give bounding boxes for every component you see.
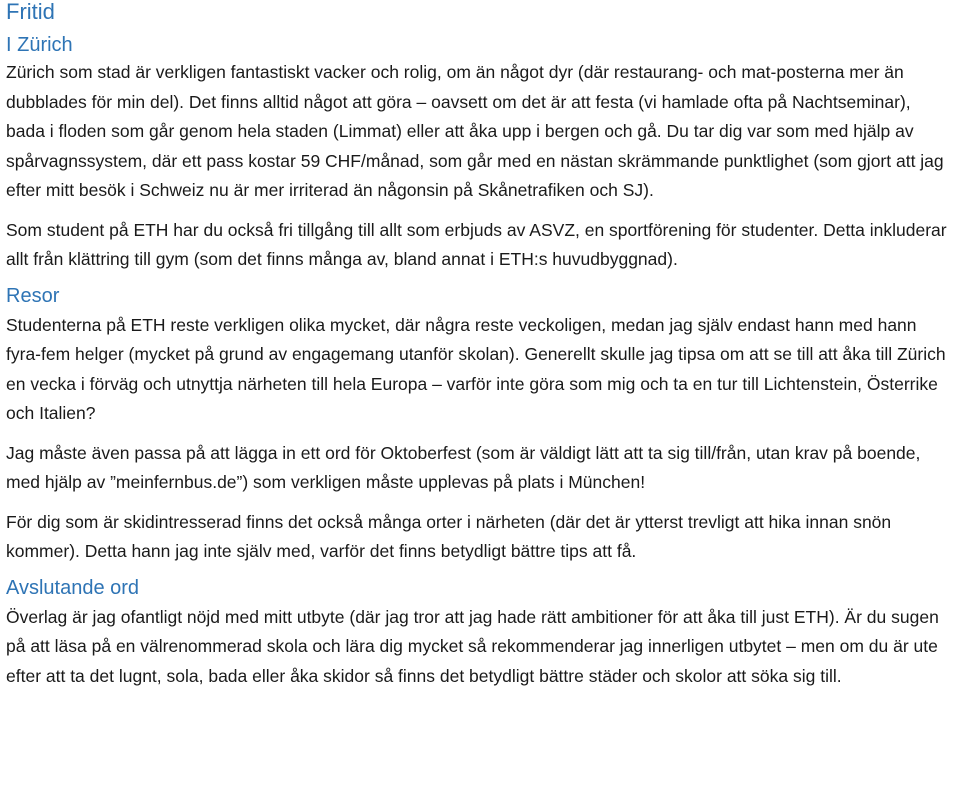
paragraph-avslutande-1: Överlag är jag ofantligt nöjd med mitt utbyte (där jag tror att jag hade rätt ambitioner för att åka till just ETH). Är du sugen på att läsa på en välrenommerad skola och lära dig mycket så rekommenderar jag innerligen utbytet – men om du är ute efter att ta det lugnt, sola, bada eller åka skidor så finns det betydligt bättre städer och skolor att söka sig till. — [6, 606, 939, 686]
paragraph-zurich-2: Som student på ETH har du också fri tillgång till allt som erbjuds av ASVZ, en sportförening för studenter. Detta inkluderar allt från klättring till gym (som det finns många av, bland annat i ETH:s huvudbyggnad). — [6, 219, 947, 269]
heading-resor: Resor — [6, 284, 60, 307]
paragraph-resor-3: För dig som är skidintresserad finns det också många orter i närheten (där det är ytterst trevligt att hika innan snön kommer). Detta hann jag inte själv med, varför det finns betydligt bättre tips att få. — [6, 511, 892, 561]
paragraph-resor-2: Jag måste även passa på att lägga in ett ord för Oktoberfest (som är väldigt lätt att ta sig till/från, utan krav på boende, med hjälp av ”meinfernbus.de”) som verkligen måste upplevas på plats i München! — [6, 442, 921, 492]
heading-fritid: Fritid — [6, 0, 55, 24]
heading-i-zurich: I Zürich — [6, 34, 73, 56]
paragraph-zurich-1: Zürich som stad är verkligen fantastiskt vacker och rolig, om än något dyr (där restaurang- och mat-posterna mer än dubblades för min del). Det finns alltid något att göra – oavsett om det är att festa (vi hamlade ofta på Nachtseminar), bada i floden som går genom hela staden (Limmat) eller att åka upp i bergen och gå. Du tar dig var som med hjälp av spårvagnssystem, där ett pass kostar 59 CHF/månad, som går med en nästan skrämmande punktlighet (som gjort att jag efter mitt besök i Schweiz nu är mer irriterad än någonsin på Skånetrafiken och SJ). — [6, 62, 944, 200]
heading-avslutande-ord: Avslutande ord — [6, 576, 140, 599]
paragraph-resor-1: Studenterna på ETH reste verkligen olika mycket, där några reste veckoligen, medan jag själv endast hann med hann fyra-fem helger (mycket på grund av engagemang utanför skolan). Generellt skulle jag tipsa om att se till att åka till Zürich en vecka i förväg och utnyttja närheten till hela Europa – varför inte göra som mig och ta en tur till Lichtenstein, Österrike och Italien? — [6, 314, 946, 423]
